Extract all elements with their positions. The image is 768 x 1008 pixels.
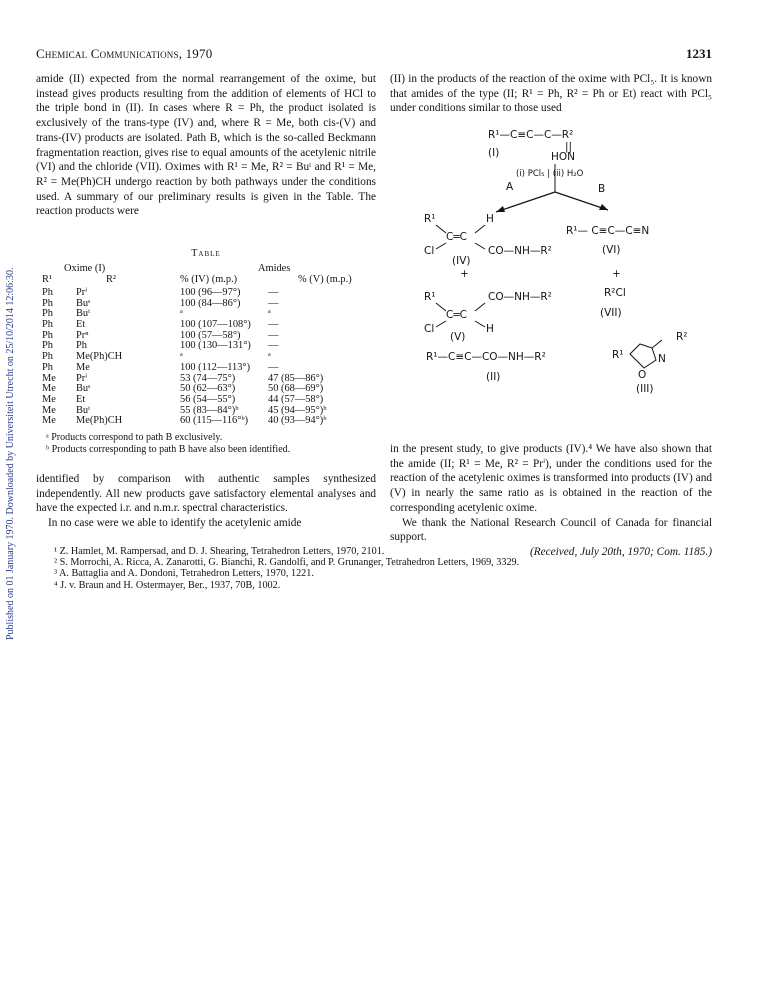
cell-v: — bbox=[268, 287, 279, 298]
v-bond-2 bbox=[475, 303, 485, 311]
iv-h: H bbox=[486, 213, 494, 225]
header-r1: R¹ bbox=[42, 274, 53, 285]
reference-2: ² S. Morrochi, A. Ricca, A. Zanarotti, G. Bianchi, R. Gandolfi, and P. Grunanger, Tetrahedron Letters, 1969, 3329. bbox=[54, 557, 520, 569]
cell-iv: ᵃ bbox=[180, 351, 183, 363]
cell-r1: Ph bbox=[42, 340, 53, 352]
cell-v: ᵃ bbox=[268, 351, 271, 363]
iv-cc: C═C bbox=[446, 231, 467, 243]
left-column-text bbox=[36, 72, 376, 219]
iv-bond-2 bbox=[475, 225, 485, 233]
reagents: (i) PCl₅ | (ii) H₂O bbox=[516, 169, 584, 179]
arrow-a bbox=[496, 192, 555, 212]
iii-r2-bond bbox=[652, 340, 662, 348]
arrow-a-head bbox=[496, 206, 505, 212]
cell-r1: Ph bbox=[42, 287, 53, 298]
cell-v: — bbox=[268, 319, 279, 331]
v-cl: Cl bbox=[424, 323, 435, 335]
iii-r2: R² bbox=[676, 331, 688, 343]
cell-v: ᵃ bbox=[268, 308, 271, 320]
iv-amide: CO—NH—R² bbox=[488, 245, 552, 257]
table-row bbox=[36, 395, 376, 406]
cell-v: — bbox=[268, 329, 279, 341]
cell-r1: Ph bbox=[42, 351, 53, 363]
download-stamp: Published on 01 January 1970. Downloaded by Universiteit Utrecht on 25/10/2014 12:06:30. bbox=[5, 267, 16, 640]
header-r2: R² bbox=[106, 274, 117, 285]
iv-r1: R¹ bbox=[424, 213, 436, 225]
oxime-double-bond: || bbox=[565, 141, 573, 153]
v-amide: CO—NH—R² bbox=[488, 291, 552, 303]
cell-r2: Buˢ bbox=[76, 297, 91, 309]
path-b-label: B bbox=[598, 183, 606, 195]
left-paragraph-3: In no case were we able to identify the acetylenic amide bbox=[48, 517, 302, 530]
cell-r1: Ph bbox=[42, 308, 53, 320]
vii-formula: R²Cl bbox=[604, 287, 626, 299]
cell-r2: Ph bbox=[76, 340, 87, 352]
cell-r1: Me bbox=[42, 383, 56, 395]
cell-r2: Prⁿ bbox=[76, 329, 89, 341]
right-paragraph-2: in the present study, to give products (IV).⁴ We have also shown that the amide (II; R¹ = Me, R² = Prⁱ), under the conditions used for the reaction of the acetylenic oximes is transformed into products (IV) and (V) in nearly the same ratio as is obtained in the reaction of the corresponding acetylenic oxime. bbox=[390, 443, 712, 514]
oxime-hon: HON bbox=[551, 151, 576, 163]
cell-iv: 100 (57—58°) bbox=[180, 329, 241, 341]
iii-n: N bbox=[658, 353, 666, 365]
right-paragraph-3: We thank the National Research Council of Canada for financial support. bbox=[390, 516, 712, 544]
reaction-scheme-svg bbox=[390, 122, 712, 422]
received-date: (Received, July 20th, 1970; Com. 1185.) bbox=[529, 545, 712, 558]
cell-r1: Ph bbox=[42, 329, 53, 341]
left-paragraph-1: amide (II) expected from the normal rearrangement of the oxime, but instead gives products resulting from the addition of elements of HCl to the triple bond in (II). In cases where R = Ph, the product isolated is exclusively of the trans-type (IV) and, where R = Me, both cis-(V) and trans-(IV) products are isolated. Path B, which is the so-called Beckmann fragmentation reaction, gives rise to equal amounts of the acetylenic nitrile (VI) and the chloride (VII). Oximes with R¹ = Me, R² = Buᵗ and R¹ = Me, R² = Me(Ph)CH undergo reaction by both pathways under the conditions used. A summary of our preliminary results is given in the Table. The reaction products were bbox=[36, 73, 376, 218]
cell-iv: 56 (54—55°) bbox=[180, 393, 236, 405]
iii-label: (III) bbox=[636, 383, 654, 395]
oxime-label: (I) bbox=[488, 147, 500, 159]
page-header bbox=[36, 46, 712, 64]
iv-bond-3 bbox=[436, 243, 446, 249]
reference-4: ⁴ J. v. Braun and H. Ostermayer, Ber., 1937, 70B, 1002. bbox=[54, 579, 281, 591]
reference-3: ³ A. Battaglia and A. Dondoni, Tetrahedron Letters, 1970, 1221. bbox=[54, 568, 314, 580]
cell-r1: Me bbox=[42, 393, 56, 405]
cell-r1: Ph bbox=[42, 319, 53, 331]
cell-iv: 53 (74—75°) bbox=[180, 372, 236, 384]
cell-r2: Prⁱ bbox=[76, 287, 88, 298]
cell-r2: Me(Ph)CH bbox=[76, 415, 123, 427]
cell-iv: 60 (115—116°ᵇ) bbox=[180, 415, 249, 427]
table-row bbox=[36, 416, 376, 427]
path-a-label: A bbox=[506, 181, 514, 193]
table-footnotes bbox=[36, 432, 376, 456]
v-cc: C═C bbox=[446, 309, 467, 321]
cell-r1: Me bbox=[42, 404, 56, 416]
ii-label: (II) bbox=[486, 371, 501, 383]
cell-iv: 100 (130—131°) bbox=[180, 340, 251, 352]
cell-r2: Buᵗ bbox=[76, 308, 91, 320]
cell-iv: 100 (112—113°) bbox=[180, 361, 251, 373]
reaction-scheme bbox=[390, 122, 712, 422]
table-body bbox=[36, 288, 376, 427]
cell-iv: 55 (83—84°)ᵇ bbox=[180, 404, 239, 416]
cell-v: 44 (57—58°) bbox=[268, 393, 324, 405]
table-footnote-a: ᵃ Products correspond to path B exclusively. bbox=[46, 432, 223, 443]
cell-iv: 100 (107—108°) bbox=[180, 319, 251, 331]
iii-o: O bbox=[638, 369, 647, 381]
reference-1: ¹ Z. Hamlet, M. Rampersad, and D. J. Shearing, Tetrahedron Letters, 1970, 2101. bbox=[54, 546, 385, 557]
cell-v: 40 (93—94°)ᵇ bbox=[268, 415, 327, 427]
v-h: H bbox=[486, 323, 494, 335]
cell-v: — bbox=[268, 361, 279, 373]
cell-r1: Ph bbox=[42, 297, 53, 309]
v-bond-4 bbox=[475, 321, 485, 327]
vi-formula: R¹— C≡C—C≡N bbox=[566, 225, 650, 237]
cell-r2: Et bbox=[76, 319, 86, 331]
left-column-bottom bbox=[36, 472, 376, 531]
v-r1: R¹ bbox=[424, 291, 436, 303]
page-number: 1231 bbox=[686, 46, 712, 61]
cell-iv: 50 (62—63°) bbox=[180, 383, 236, 395]
iv-label: (IV) bbox=[452, 255, 471, 267]
results-table bbox=[36, 264, 376, 427]
table-header bbox=[36, 264, 376, 288]
left-paragraph-2: identified by comparison with authentic samples synthesized independently. All new products gave satisfactory elemental analyses and have the expected i.r. and n.m.r. spectral characteristics. bbox=[36, 473, 376, 515]
iv-cl: Cl bbox=[424, 245, 435, 257]
cell-v: 45 (94—95°)ᵇ bbox=[268, 404, 327, 416]
plus-right: + bbox=[612, 268, 621, 280]
cell-iv: 100 (84—86°) bbox=[180, 297, 241, 309]
ii-formula: R¹—C≡C—CO—NH—R² bbox=[426, 351, 546, 363]
cell-iv: 100 (96—97°) bbox=[180, 287, 241, 298]
cell-r2: Me bbox=[76, 361, 90, 373]
plus-left: + bbox=[460, 268, 469, 280]
iii-r1: R¹ bbox=[612, 349, 624, 361]
cell-v: 50 (68—69°) bbox=[268, 383, 324, 395]
table-row bbox=[36, 363, 376, 374]
right-column-top bbox=[390, 72, 712, 116]
v-bond-1 bbox=[436, 303, 446, 311]
v-bond-3 bbox=[436, 321, 446, 327]
vi-label: (VI) bbox=[602, 244, 621, 256]
header-v: % (V) (m.p.) bbox=[298, 274, 352, 285]
cell-v: 47 (85—86°) bbox=[268, 372, 324, 384]
oxime-formula: R¹—C≡C—C—R² bbox=[488, 129, 574, 141]
iv-bond-1 bbox=[436, 225, 446, 233]
cell-r1: Me bbox=[42, 415, 56, 427]
cell-r2: Prⁱ bbox=[76, 372, 88, 384]
reference-list bbox=[54, 546, 714, 591]
cell-r2: Buˢ bbox=[76, 383, 91, 395]
cell-r2: Me(Ph)CH bbox=[76, 351, 123, 363]
cell-v: — bbox=[268, 340, 279, 352]
cell-r1: Me bbox=[42, 372, 56, 384]
cell-r1: Ph bbox=[42, 361, 53, 373]
cell-r2: Buᵗ bbox=[76, 404, 91, 416]
header-amides: Amides bbox=[258, 263, 291, 274]
vii-label: (VII) bbox=[600, 307, 622, 319]
header-oxime: Oxime (I) bbox=[64, 263, 106, 274]
table-title: Table bbox=[191, 248, 221, 259]
right-column-bottom bbox=[390, 442, 712, 560]
iv-bond-4 bbox=[475, 243, 485, 249]
cell-v: — bbox=[268, 297, 279, 309]
cell-r2: Et bbox=[76, 393, 86, 405]
right-paragraph-1: (II) in the products of the reaction of the oxime with PCl₅. It is known that amides of the type (II; R¹ = Ph, R² = Ph or Et) react with PCl₅ under conditions similar to those used bbox=[390, 73, 712, 115]
journal-title: Chemical Communications, 1970 bbox=[36, 46, 213, 61]
header-iv: % (IV) (m.p.) bbox=[180, 274, 238, 285]
table-footnote-b: ᵇ Products corresponding to path B have also been identified. bbox=[46, 444, 291, 455]
v-label: (V) bbox=[450, 331, 466, 343]
cell-iv: ᵃ bbox=[180, 308, 183, 320]
